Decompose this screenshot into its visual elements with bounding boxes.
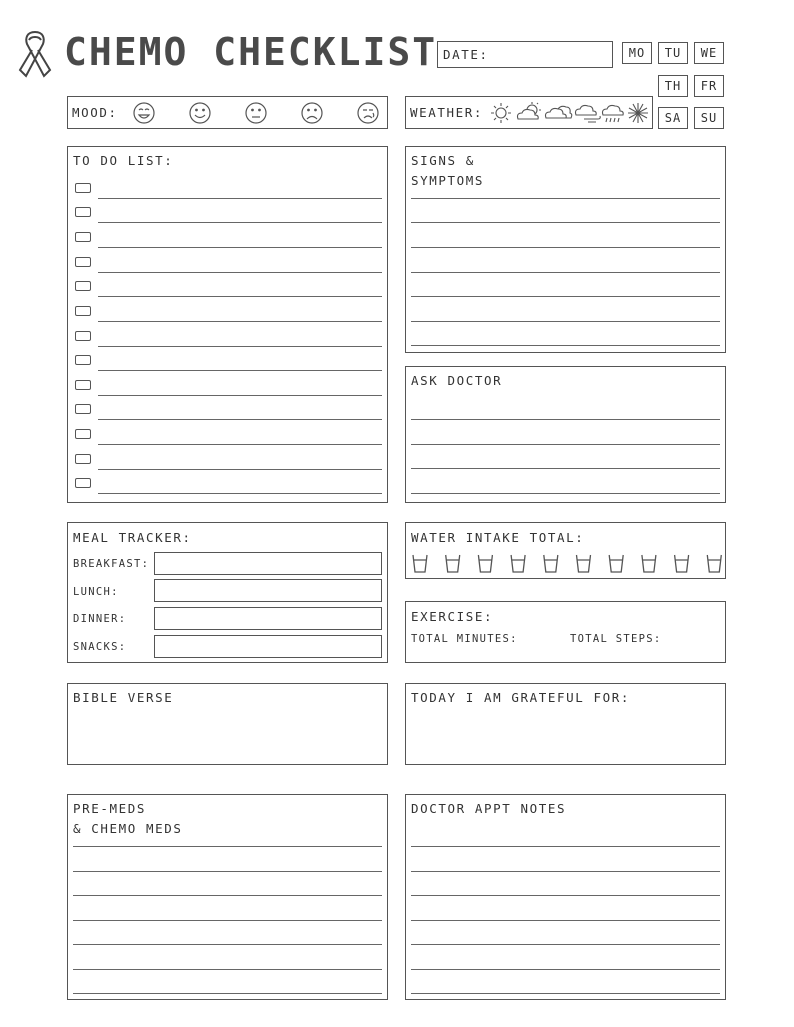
signs-line[interactable] [411, 198, 720, 199]
water-title: WATER INTAKE TOTAL: [411, 530, 585, 545]
meal-tracker-title: MEAL TRACKER: [73, 530, 192, 545]
water-cup-icon[interactable] [413, 555, 427, 572]
day-fr[interactable]: FR [694, 75, 724, 97]
water-cup-icon[interactable] [511, 555, 525, 572]
ask-doctor-line[interactable] [411, 444, 720, 445]
todo-title: TO DO LIST: [73, 153, 174, 168]
todo-checkbox[interactable] [75, 331, 91, 341]
dinner-label: DINNER: [73, 613, 127, 625]
grateful-title: TODAY I AM GRATEFUL FOR: [411, 690, 631, 705]
premeds-line[interactable] [73, 969, 382, 970]
day-sa[interactable]: SA [658, 107, 688, 129]
todo-checkbox[interactable] [75, 355, 91, 365]
neutral-face-icon[interactable] [246, 103, 266, 123]
mood-box [67, 96, 388, 129]
todo-checkbox[interactable] [75, 207, 91, 217]
total-steps-label: TOTAL STEPS: [570, 633, 662, 645]
todo-line[interactable] [98, 272, 382, 273]
todo-checkbox[interactable] [75, 429, 91, 439]
appt-line[interactable] [411, 944, 720, 945]
snow-icon[interactable] [628, 103, 648, 123]
day-tu[interactable]: TU [658, 42, 688, 64]
signs-title-line1: SIGNS & [411, 153, 475, 168]
mood-icons [68, 97, 389, 130]
todo-line[interactable] [98, 419, 382, 420]
premeds-line[interactable] [73, 846, 382, 847]
premeds-line[interactable] [73, 895, 382, 896]
todo-line[interactable] [98, 222, 382, 223]
happy-face-icon[interactable] [190, 103, 210, 123]
lunch-input[interactable] [154, 579, 382, 602]
water-cup-icon[interactable] [577, 555, 591, 572]
breakfast-label: BREAKFAST: [73, 558, 150, 570]
premeds-title-line2: & CHEMO MEDS [73, 821, 183, 836]
water-cup-icon[interactable] [544, 555, 558, 572]
weather-label: WEATHER: [410, 105, 484, 120]
day-mo[interactable]: MO [622, 42, 652, 64]
signs-line[interactable] [411, 321, 720, 322]
water-cup-icon[interactable] [642, 555, 656, 572]
appt-line[interactable] [411, 846, 720, 847]
todo-line[interactable] [98, 296, 382, 297]
ask-doctor-line[interactable] [411, 419, 720, 420]
date-field[interactable] [437, 41, 613, 68]
appt-notes-title: DOCTOR APPT NOTES [411, 801, 567, 816]
todo-checkbox[interactable] [75, 281, 91, 291]
cloudy-icon[interactable] [546, 106, 572, 118]
premeds-line[interactable] [73, 920, 382, 921]
premeds-line[interactable] [73, 871, 382, 872]
weather-box [405, 96, 653, 129]
ask-doctor-line[interactable] [411, 468, 720, 469]
premeds-title-line1: PRE-MEDS [73, 801, 147, 816]
grateful-box[interactable] [405, 683, 726, 765]
todo-line[interactable] [98, 346, 382, 347]
bible-verse-box[interactable] [67, 683, 388, 765]
signs-line[interactable] [411, 345, 720, 346]
ask-doctor-line[interactable] [411, 493, 720, 494]
sad-face-icon[interactable] [302, 103, 322, 123]
dinner-input[interactable] [154, 607, 382, 630]
water-cup-icon[interactable] [478, 555, 492, 572]
todo-checkbox[interactable] [75, 306, 91, 316]
exercise-title: EXERCISE: [411, 609, 494, 624]
ribbon-icon [14, 28, 56, 80]
snacks-input[interactable] [154, 635, 382, 658]
signs-line[interactable] [411, 296, 720, 297]
todo-checkbox[interactable] [75, 404, 91, 414]
todo-checkbox[interactable] [75, 232, 91, 242]
rain-icon[interactable] [603, 105, 624, 122]
todo-line[interactable] [98, 469, 382, 470]
signs-line[interactable] [411, 222, 720, 223]
water-cup-icon[interactable] [707, 555, 721, 572]
signs-title-line2: SYMPTOMS [411, 173, 485, 188]
todo-line[interactable] [98, 247, 382, 248]
ask-doctor-box [405, 366, 726, 503]
page-title: CHEMO CHECKLIST [64, 30, 438, 74]
todo-checkbox[interactable] [75, 257, 91, 267]
windy-icon[interactable] [576, 105, 601, 122]
lunch-label: LUNCH: [73, 586, 119, 598]
appt-line[interactable] [411, 993, 720, 994]
day-su[interactable]: SU [694, 107, 724, 129]
todo-line[interactable] [98, 444, 382, 445]
day-we[interactable]: WE [694, 42, 724, 64]
todo-checkbox[interactable] [75, 478, 91, 488]
crying-face-icon[interactable] [358, 103, 378, 123]
breakfast-input[interactable] [154, 552, 382, 575]
sun-icon[interactable] [491, 103, 511, 123]
todo-checkbox[interactable] [75, 183, 91, 193]
date-label: DATE: [443, 47, 489, 62]
bible-verse-title: BIBLE VERSE [73, 690, 174, 705]
signs-line[interactable] [411, 272, 720, 273]
laughing-face-icon[interactable] [134, 103, 154, 123]
weather-icons [406, 97, 654, 130]
premeds-line[interactable] [73, 993, 382, 994]
appt-line[interactable] [411, 895, 720, 896]
signs-line[interactable] [411, 247, 720, 248]
todo-checkbox[interactable] [75, 380, 91, 390]
exercise-box [405, 601, 726, 663]
todo-line[interactable] [98, 395, 382, 396]
todo-line[interactable] [98, 198, 382, 199]
todo-box [67, 146, 388, 503]
premeds-line[interactable] [73, 944, 382, 945]
day-th[interactable]: TH [658, 75, 688, 97]
todo-checkbox[interactable] [75, 454, 91, 464]
water-cup-icon[interactable] [609, 555, 623, 572]
water-cup-icon[interactable] [446, 555, 460, 572]
snacks-label: SNACKS: [73, 641, 127, 653]
water-cup-icon[interactable] [675, 555, 689, 572]
appt-line[interactable] [411, 871, 720, 872]
total-minutes-label: TOTAL MINUTES: [411, 633, 518, 645]
todo-line[interactable] [98, 321, 382, 322]
todo-line[interactable] [98, 370, 382, 371]
water-cups [405, 522, 726, 579]
appt-line[interactable] [411, 920, 720, 921]
todo-line[interactable] [98, 493, 382, 494]
ask-doctor-title: ASK DOCTOR [411, 373, 503, 388]
mood-label: MOOD: [72, 105, 118, 120]
partly-cloudy-icon[interactable] [518, 102, 542, 119]
appt-line[interactable] [411, 969, 720, 970]
